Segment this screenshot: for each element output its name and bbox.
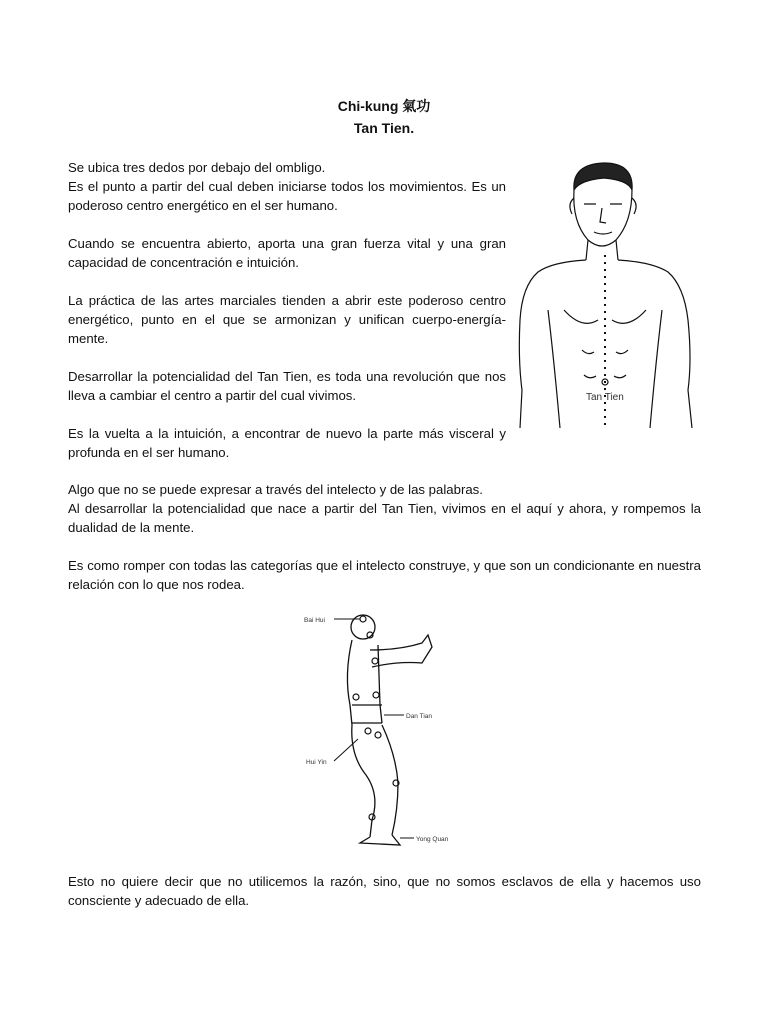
paragraph-1-line-1: Se ubica tres dedos por debajo del ombligo. (68, 160, 326, 175)
page-title: Chi-kung 氣功 (337, 98, 431, 114)
paragraph-6 (68, 480, 701, 537)
paragraph-1 (68, 158, 506, 215)
stance-illustration (300, 605, 465, 855)
paragraph-1-line-2: Es el punto a partir del cual deben iniciarse todos los movimientos. Es un poderoso centro energético en el ser humano. (68, 179, 506, 213)
paragraph-4: Desarrollar la potencialidad del Tan Tien, es toda una revolución que nos lleva a cambiar el centro a partir del cual vivimos. (68, 369, 506, 403)
paragraph-6-line-1: Algo que no se puede expresar a través del intelecto y de las palabras. (68, 482, 483, 497)
paragraph-7: Es como romper con todas las categorías que el intelecto construye, y que son un condicionante en nuestra relación con lo que nos rodea. (68, 558, 701, 592)
bai-hui-label: Bai Hui (304, 617, 325, 624)
paragraph-6-line-2: Al desarrollar la potencialidad que nace a partir del Tan Tien, vivimos en el aquí y ahora, y rompemos la dualidad de la mente. (68, 501, 701, 535)
paragraph-8: Esto no quiere decir que no utilicemos la razón, sino, que no somos esclavos de ella y hacemos uso consciente y adecuado de ella. (68, 874, 701, 908)
paragraph-2: Cuando se encuentra abierto, aporta una gran fuerza vital y una gran capacidad de concentración e intuición. (68, 236, 506, 270)
paragraph-5: Es la vuelta a la intuición, a encontrar de nuevo la parte más visceral y profunda en el ser humano. (68, 426, 506, 460)
yong-quan-label: Yong Quan (416, 836, 449, 843)
dan-tian-label: Dan Tian (406, 713, 433, 720)
page-subtitle: Tan Tien. (353, 120, 415, 136)
paragraph-3: La práctica de las artes marciales tienden a abrir este poderoso centro energético, punto en el que se armonizan y unifican cuerpo-energía-mente. (68, 293, 506, 346)
torso-illustration (512, 160, 702, 432)
hui-yin-label: Hui Yin (306, 759, 327, 766)
tan-tien-label: Tan Tien (586, 392, 624, 403)
